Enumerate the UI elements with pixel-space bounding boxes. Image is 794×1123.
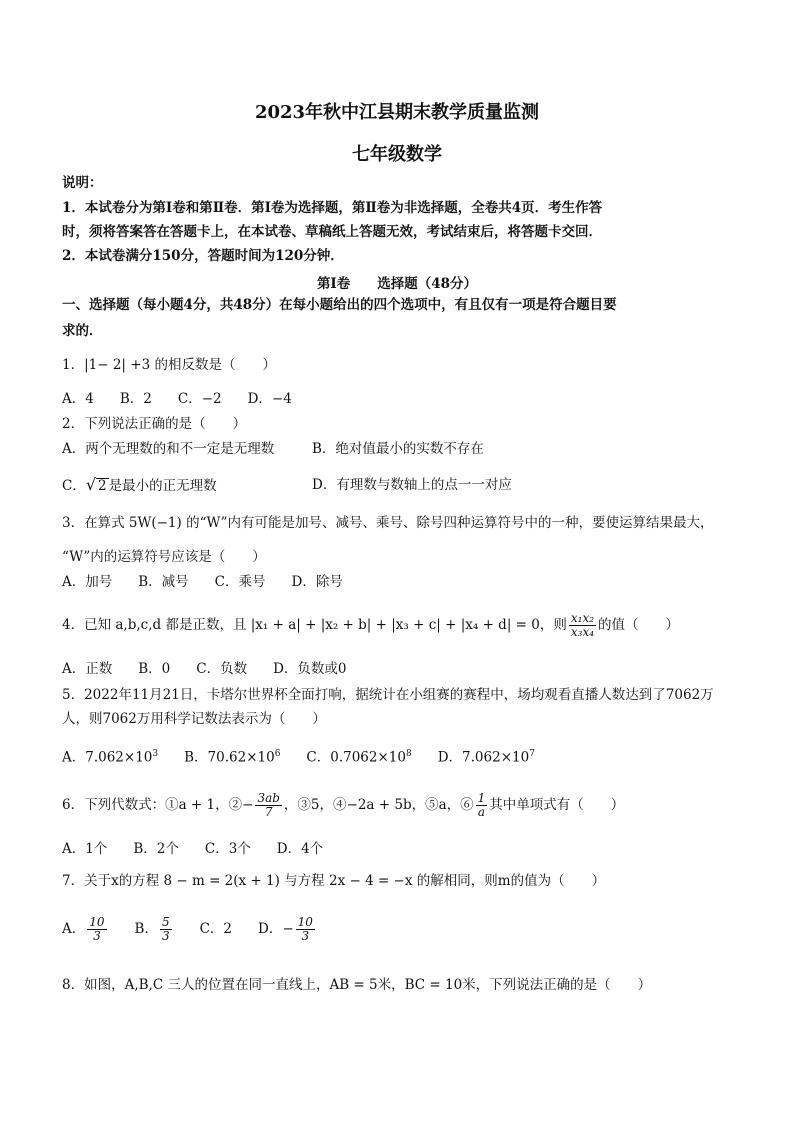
q2-option-b: B．绝对值最小的实数不存在 bbox=[312, 441, 484, 457]
q6-option-b: B．2个 bbox=[133, 841, 179, 857]
q3-stem-a: 3．在算式 5W(−1) 的“W”内有可能是加号、减号、乘号、除号四种运算符号中的一种，要使运算结果最大， bbox=[62, 515, 714, 531]
q1-option-d: D．−4 bbox=[247, 391, 292, 407]
q5-option-a: A．$7.062\times 10^3$ bbox=[62, 749, 159, 766]
q4-fraction: $\frac{\text{x₁x₂}}{\text{x₃x₄}}$ bbox=[570, 611, 595, 639]
sqrt-symbol: √ bbox=[85, 475, 97, 494]
q3-option-b: B．减号 bbox=[138, 574, 189, 590]
q6-option-c: C．3个 bbox=[204, 841, 251, 857]
q2-stem: 2．下列说法正确的是（ ） bbox=[62, 416, 247, 432]
section-intro-a: 一、选择题（每小题4分，共48分）在每小题给出的四个选项中，有且仅有一项是符合题目要 bbox=[62, 297, 617, 313]
q2-option-d: D．有理数与数轴上的点一一对应 bbox=[312, 477, 512, 493]
q7-options bbox=[62, 914, 343, 944]
q1-stem: 1．|1− 2| +3 的相反数是（ ） bbox=[62, 357, 276, 373]
q6-options bbox=[62, 840, 349, 858]
q3-option-c: C．乘号 bbox=[214, 574, 266, 590]
q4-option-c: C．负数 bbox=[196, 661, 248, 677]
instruction-1a: 1．本试卷分为第Ⅰ卷和第Ⅱ卷．第Ⅰ卷为选择题，第Ⅱ卷为非选择题，全卷共4页．考生作答 bbox=[62, 200, 603, 216]
q5-options bbox=[62, 745, 561, 767]
instruction-2: 2．本试卷满分150分，答题时间为120分钟． bbox=[62, 248, 344, 264]
q2-option-c: C．√ 2 是最小的正无理数 bbox=[62, 475, 217, 494]
q4-stem: 4．已知 a,b,c,d 都是正数，且 |x₁ + a| + |x₂ + b| + |x₃ + c| + |x₄ + d| = 0，则 $\frac{\text{x₁x₂}}{\text{x₃x₄}}$ 的值（ ） bbox=[62, 611, 680, 639]
q3-options bbox=[62, 573, 369, 591]
q6-stem: 6．下列代数式：①a + 1，②− $\frac{3ab}{7}$ ，③5，④−2a + 5b，⑤a，⑥ $\frac{1}{a}$ 其中单项式有（ ） bbox=[62, 791, 625, 819]
q6-fraction-2: $\frac{3ab}{7}$ bbox=[257, 791, 280, 819]
q2-option-a: A．两个无理数的和不一定是无理数 bbox=[62, 441, 275, 457]
q6-fraction-6: $\frac{1}{a}$ bbox=[477, 791, 486, 819]
q7-option-c: C．2 bbox=[199, 921, 233, 937]
instructions-heading: 说明： bbox=[62, 175, 103, 191]
q3-stem-b: “W”内的运算符号应该是（ ） bbox=[62, 549, 266, 565]
q6-option-a: A．1个 bbox=[62, 841, 108, 857]
q1-option-b: B．2 bbox=[119, 391, 152, 407]
section-intro-b: 求的． bbox=[62, 323, 103, 339]
q1-option-c: C．−2 bbox=[177, 391, 222, 407]
q4-option-b: B．0 bbox=[138, 661, 171, 677]
q7-option-d: D．− $\frac{10}{3}$ bbox=[258, 915, 313, 943]
instruction-1b: 时，须将答案答在答题卡上，在本试卷、草稿纸上答题无效，考试结束后，将答题卡交回． bbox=[62, 224, 602, 240]
exam-subtitle: 七年级数学 bbox=[352, 144, 442, 165]
exam-title: 2023年秋中江县期末教学质量监测 bbox=[254, 102, 540, 123]
q5-stem-a: 5．2022年11月21日，卡塔尔世界杯全面打响，据统计在小组赛的赛程中，场均观看直播人数达到了7062万 bbox=[62, 687, 714, 703]
q1-options bbox=[62, 390, 318, 408]
q5-stem-b: 人，则7062万用科学记数法表示为（ ） bbox=[62, 711, 326, 727]
q7-option-a: A． $\frac{10}{3}$ bbox=[62, 915, 105, 943]
q6-option-d: D．4个 bbox=[276, 841, 324, 857]
section-title: 第Ⅰ卷 选择题（48分） bbox=[316, 276, 478, 292]
q7-option-b: B． $\frac{5}{3}$ bbox=[134, 915, 170, 943]
q5-option-b: B．$70.62\times 10^6$ bbox=[184, 749, 281, 766]
q5-option-d: D．$7.062\times 10^7$ bbox=[437, 749, 535, 766]
q1-option-a: A．4 bbox=[62, 391, 94, 407]
q4-options bbox=[62, 660, 373, 678]
q3-option-a: A．加号 bbox=[62, 574, 113, 590]
q4-option-a: A．正数 bbox=[62, 661, 113, 677]
q8-stem: 8．如图，A,B,C 三人的位置在同一直线上，AB = 5米，BC = 10米，下列说法正确的是（ ） bbox=[62, 977, 652, 993]
q7-stem: 7．关于x的方程 8 − m = 2(x + 1) 与方程 2x − 4 = −x 的解相同，则m的值为（ ） bbox=[62, 873, 606, 889]
q4-option-d: D．负数或0 bbox=[273, 661, 347, 677]
q5-option-c: C．$0.7062\times 10^8$ bbox=[306, 749, 412, 766]
q3-option-d: D．除号 bbox=[291, 574, 343, 590]
